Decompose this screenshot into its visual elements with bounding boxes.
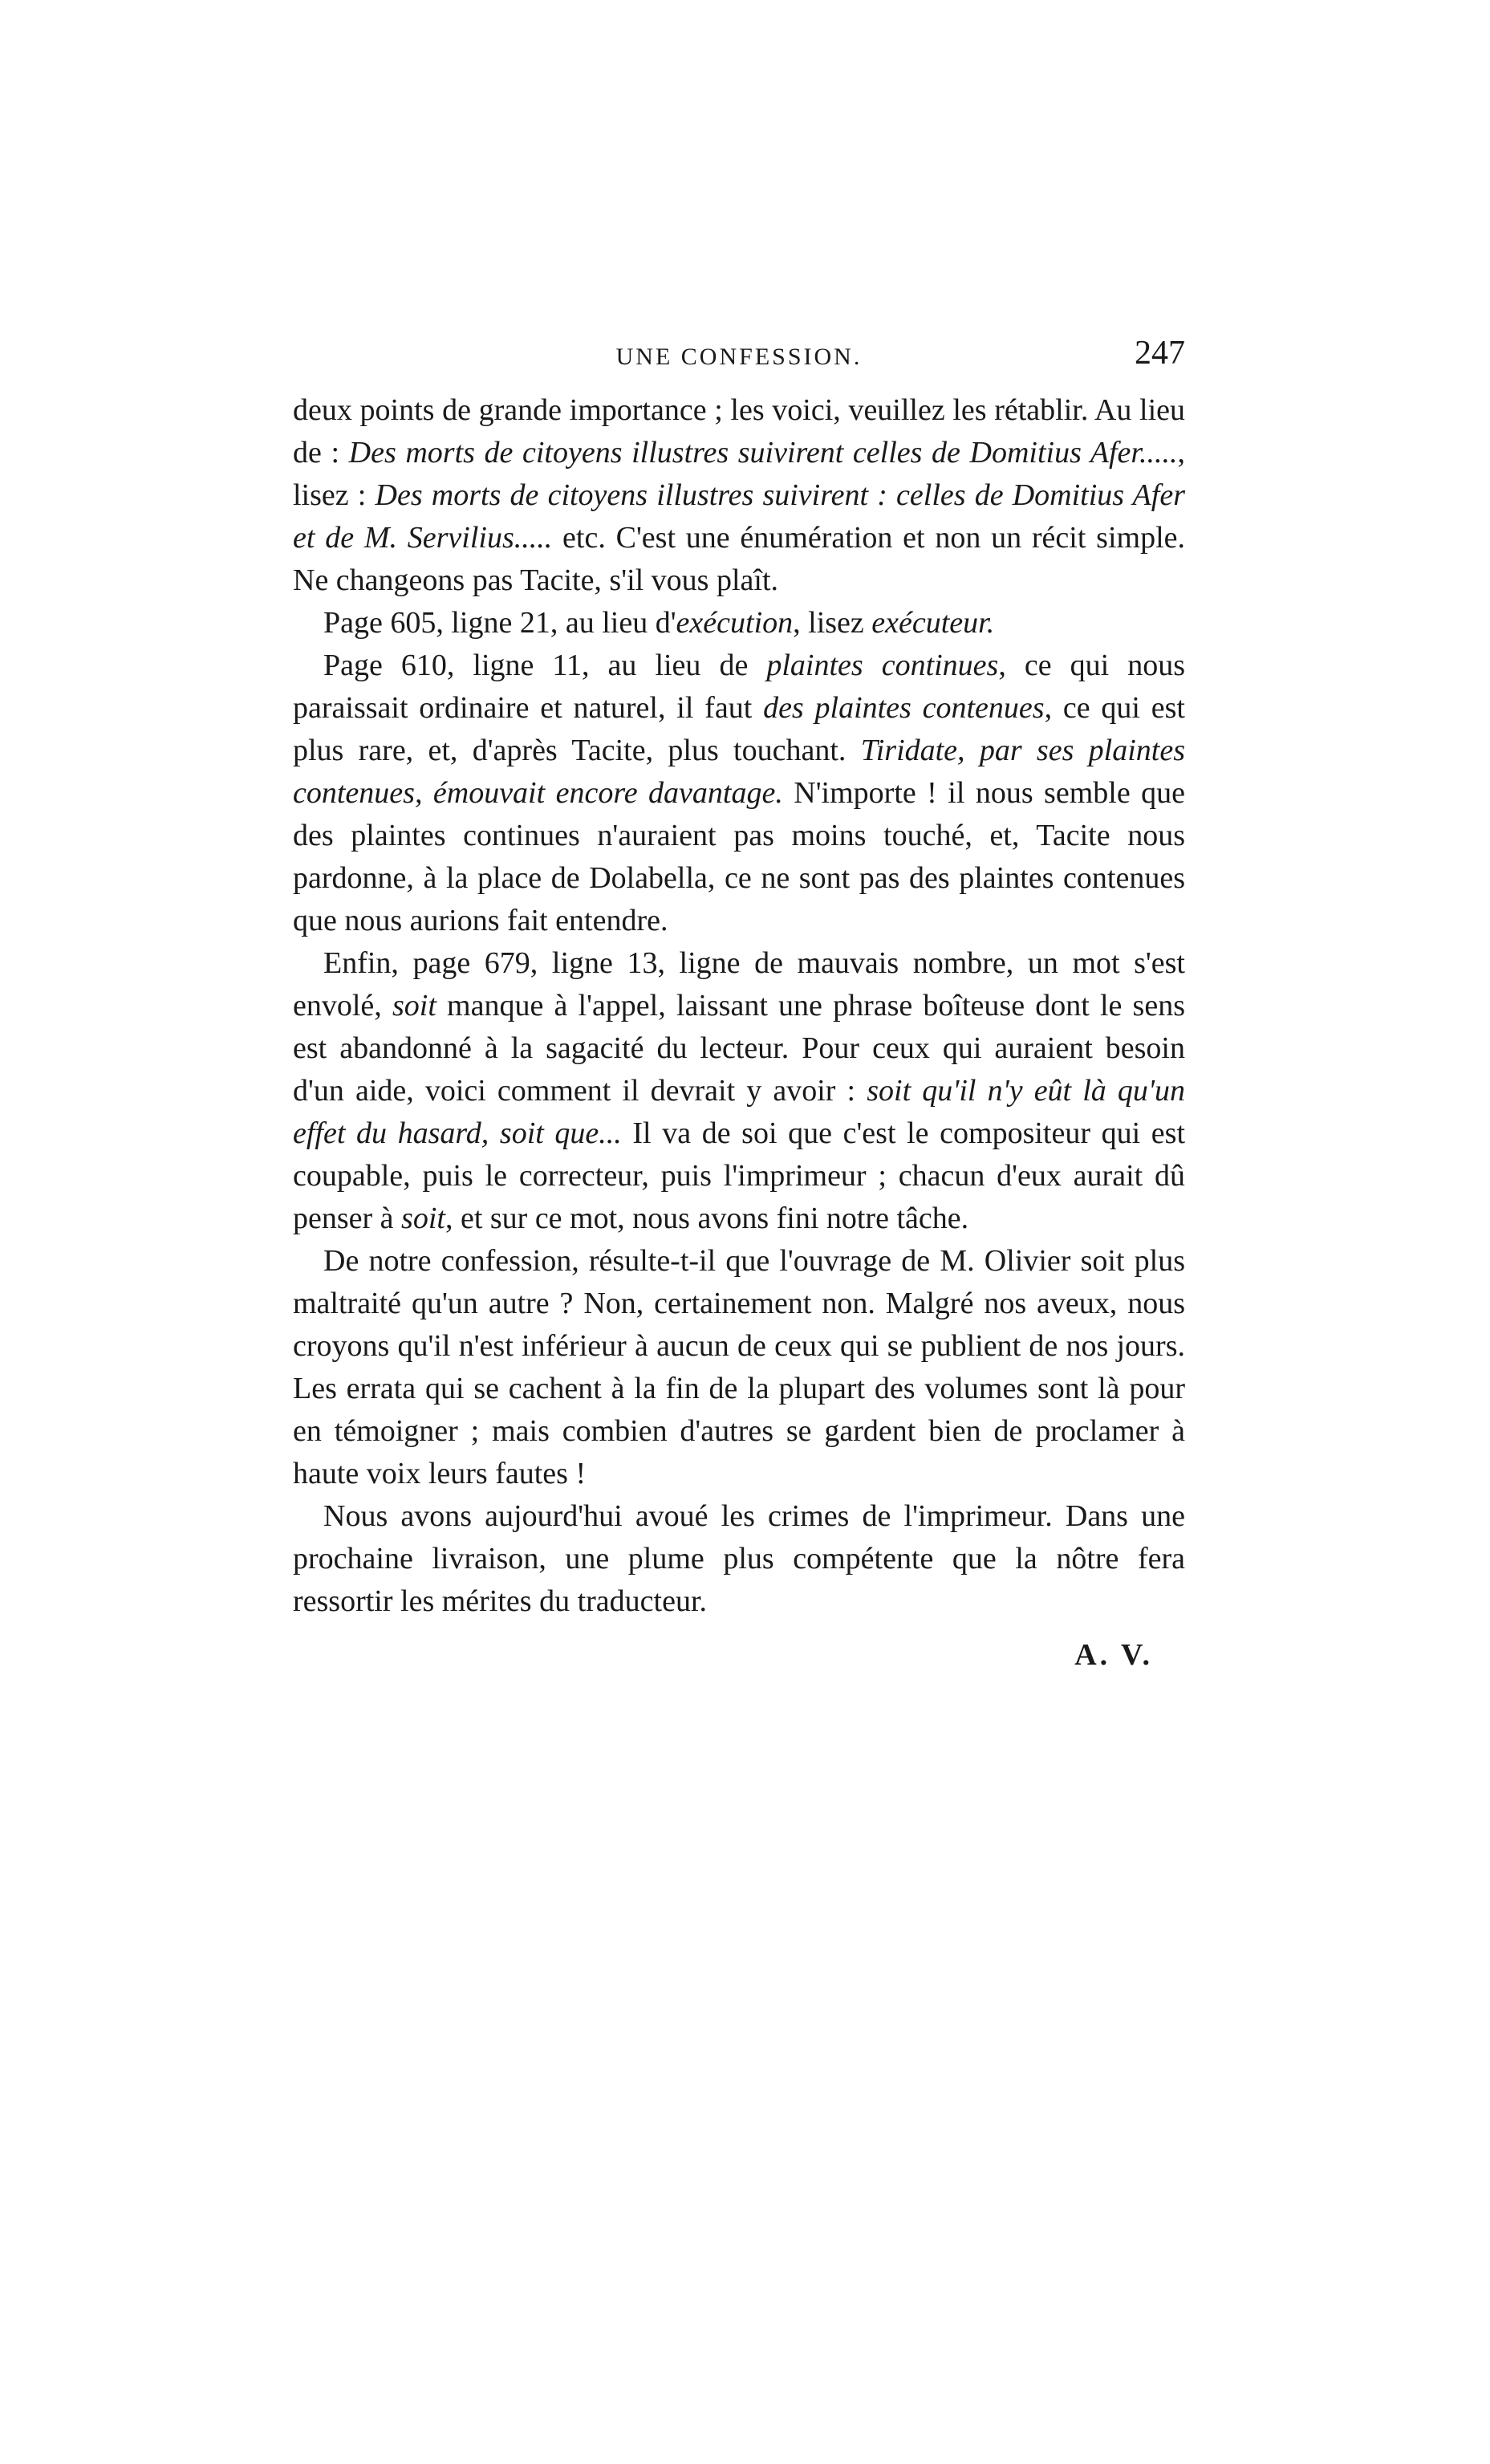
text-run: N'importe ! il nous semble que des plaintes continues n'auraient pas moins touché, et, Tacite nous pardonne, à la place de Dolabella, ce ne sont pas des plaintes contenues que nous aurions fait entendre. — [293, 776, 1185, 937]
italic-text: soit qu'il n'y eût là qu'un effet du hasard, soit que... — [293, 1074, 1186, 1150]
text-run: , ce qui nous paraissait ordinaire et naturel, il faut — [293, 649, 1186, 725]
text-run: De notre confession, résulte-t-il que l'ouvrage de M. Olivier soit plus maltraité qu'un autre ? Non, certainement non. Malgré nos aveux, nous croyons qu'il n'est inférieur à aucun de ceux qui se publient de nos jours. Les errata qui se cachent à la fin de la plupart des volumes sont là pour en témoigner ; mais combien d'autres se gardent bien de proclamer à haute voix leurs fautes ! — [293, 1244, 1185, 1490]
italic-text: soit — [392, 989, 436, 1023]
text-run: Page 605, ligne 21, au lieu d' — [323, 606, 676, 640]
text-run: etc. C'est une énumération et non un récit simple. Ne changeons pas Tacite, s'il vous plaît. — [293, 521, 1185, 597]
text-run: Page 610, ligne 11, au lieu de — [323, 649, 767, 682]
italic-text: exécution — [676, 606, 794, 640]
paragraph — [293, 1240, 1185, 1495]
text-run: , ce qui est plus rare, et, d'après Tacite, plus touchant. — [293, 691, 1185, 767]
italic-text: exécuteur. — [871, 606, 995, 640]
text-run: deux points de grande importance ; les voici, veuillez les rétablir. Au lieu de : — [293, 393, 1185, 470]
italic-text: soit — [401, 1202, 445, 1235]
italic-text: Des morts de citoyens illustres suivirent : celles de Domitius Afer et de M. Servilius..... — [293, 478, 1185, 555]
body-text — [293, 389, 1185, 1677]
paragraph — [293, 602, 1185, 644]
page-header — [293, 329, 1185, 377]
paragraph — [293, 1495, 1185, 1623]
paragraph — [293, 942, 1185, 1240]
paragraph — [293, 389, 1185, 602]
italic-text: des plaintes contenues — [763, 691, 1045, 725]
text-run: , lisez : — [293, 436, 1185, 512]
italic-text: plaintes continues — [766, 649, 999, 682]
paragraph — [293, 644, 1185, 942]
italic-text: Tiridate, par ses plaintes contenues, émouvait encore davantage. — [293, 734, 1185, 810]
running-title: UNE CONFESSION. — [615, 344, 863, 370]
page-number: 247 — [1135, 335, 1185, 372]
text-run: Nous avons aujourd'hui avoué les crimes de l'imprimeur. Dans une prochaine livraison, une plume plus compétente que la nôtre fera ressortir les mérites du traducteur. — [293, 1499, 1185, 1618]
signature: A. V. — [1074, 1638, 1153, 1672]
text-run: Il va de soi que c'est le compositeur qui est coupable, puis le correcteur, puis l'imprimeur ; chacun d'eux aurait dû penser à — [293, 1116, 1185, 1235]
text-run: manque à l'appel, laissant une phrase boîteuse dont le sens est abandonné à la sagacité du lecteur. Pour ceux qui auraient besoin d'un aide, voici comment il devrait y avoir : — [293, 989, 1185, 1108]
italic-text: Des morts de citoyens illustres suivirent celles de Domitius Afer..... — [348, 436, 1178, 470]
text-run: , lisez — [793, 606, 872, 640]
text-run: Enfin, page 679, ligne 13, ligne de mauvais nombre, un mot s'est envolé, — [293, 946, 1185, 1023]
text-run: , et sur ce mot, nous avons fini notre tâche. — [445, 1202, 969, 1235]
